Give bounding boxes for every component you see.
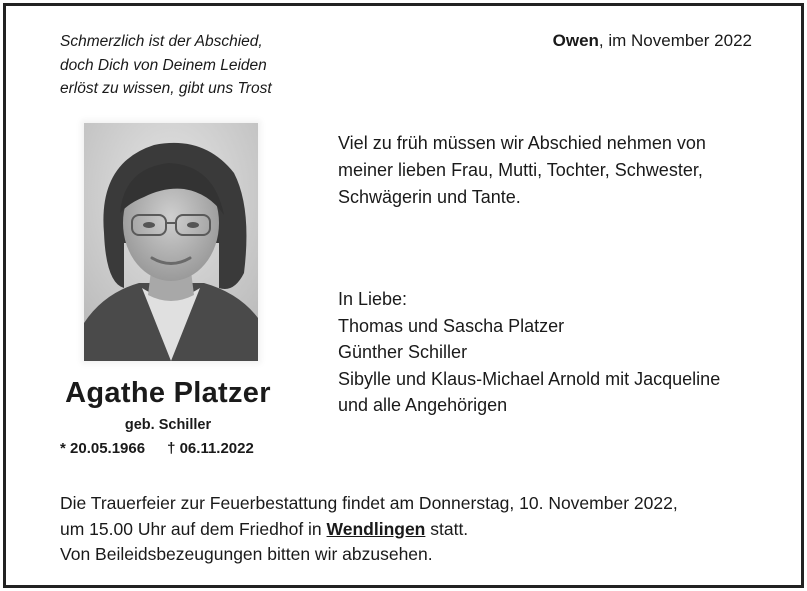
life-dates (60, 440, 254, 457)
mourners-list (338, 286, 720, 419)
death-date: † 06.11.2022 (167, 440, 254, 457)
mourner-entry: und alle Angehörigen (338, 395, 508, 415)
notice-text: um 15.00 Uhr auf dem Friedhof in (60, 518, 327, 539)
motto-line: doch Dich von Deinem Leiden (60, 56, 267, 74)
place-date (500, 30, 752, 52)
notice-line: Die Trauerfeier zur Feuerbestattung findet am Donnerstag, 10. November 2022, (60, 493, 678, 513)
motto-line: Schmerzlich ist der Abschied, (60, 33, 263, 50)
mourner-entry: Sibylle und Klaus-Michael Arnold mit Jacqueline (338, 368, 721, 389)
notice-text: statt. (425, 518, 469, 539)
announcement-line: Viel zu früh müssen wir Abschied nehmen von (338, 133, 706, 153)
mourners-heading: In Liebe: (338, 289, 408, 309)
mourner-entry: Günther Schiller (338, 342, 468, 362)
mourner-entry: Thomas und Sascha Platzer (338, 315, 565, 336)
announcement-line: meiner lieben Frau, Mutti, Tochter, Schwester, (338, 160, 703, 180)
birth-date: * 20.05.1966 (60, 440, 146, 457)
funeral-notice (60, 491, 678, 568)
deceased-name: Agathe Platzer (65, 377, 271, 409)
date-text: , im November 2022 (598, 31, 752, 50)
motto-line: erlöst zu wissen, gibt uns Trost (60, 80, 272, 97)
notice-line (60, 517, 678, 543)
cemetery-place: Wendlingen (326, 518, 426, 539)
notice-line: Von Beileidsbezeugungen bitten wir abzusehen. (60, 544, 433, 564)
motto-verse (60, 30, 272, 101)
place-name: Owen (552, 31, 599, 50)
maiden-name: geb. Schiller (124, 417, 212, 433)
announcement-line: Schwägerin und Tante. (338, 187, 521, 207)
announcement-text (338, 130, 706, 211)
portrait-photo (84, 123, 258, 361)
